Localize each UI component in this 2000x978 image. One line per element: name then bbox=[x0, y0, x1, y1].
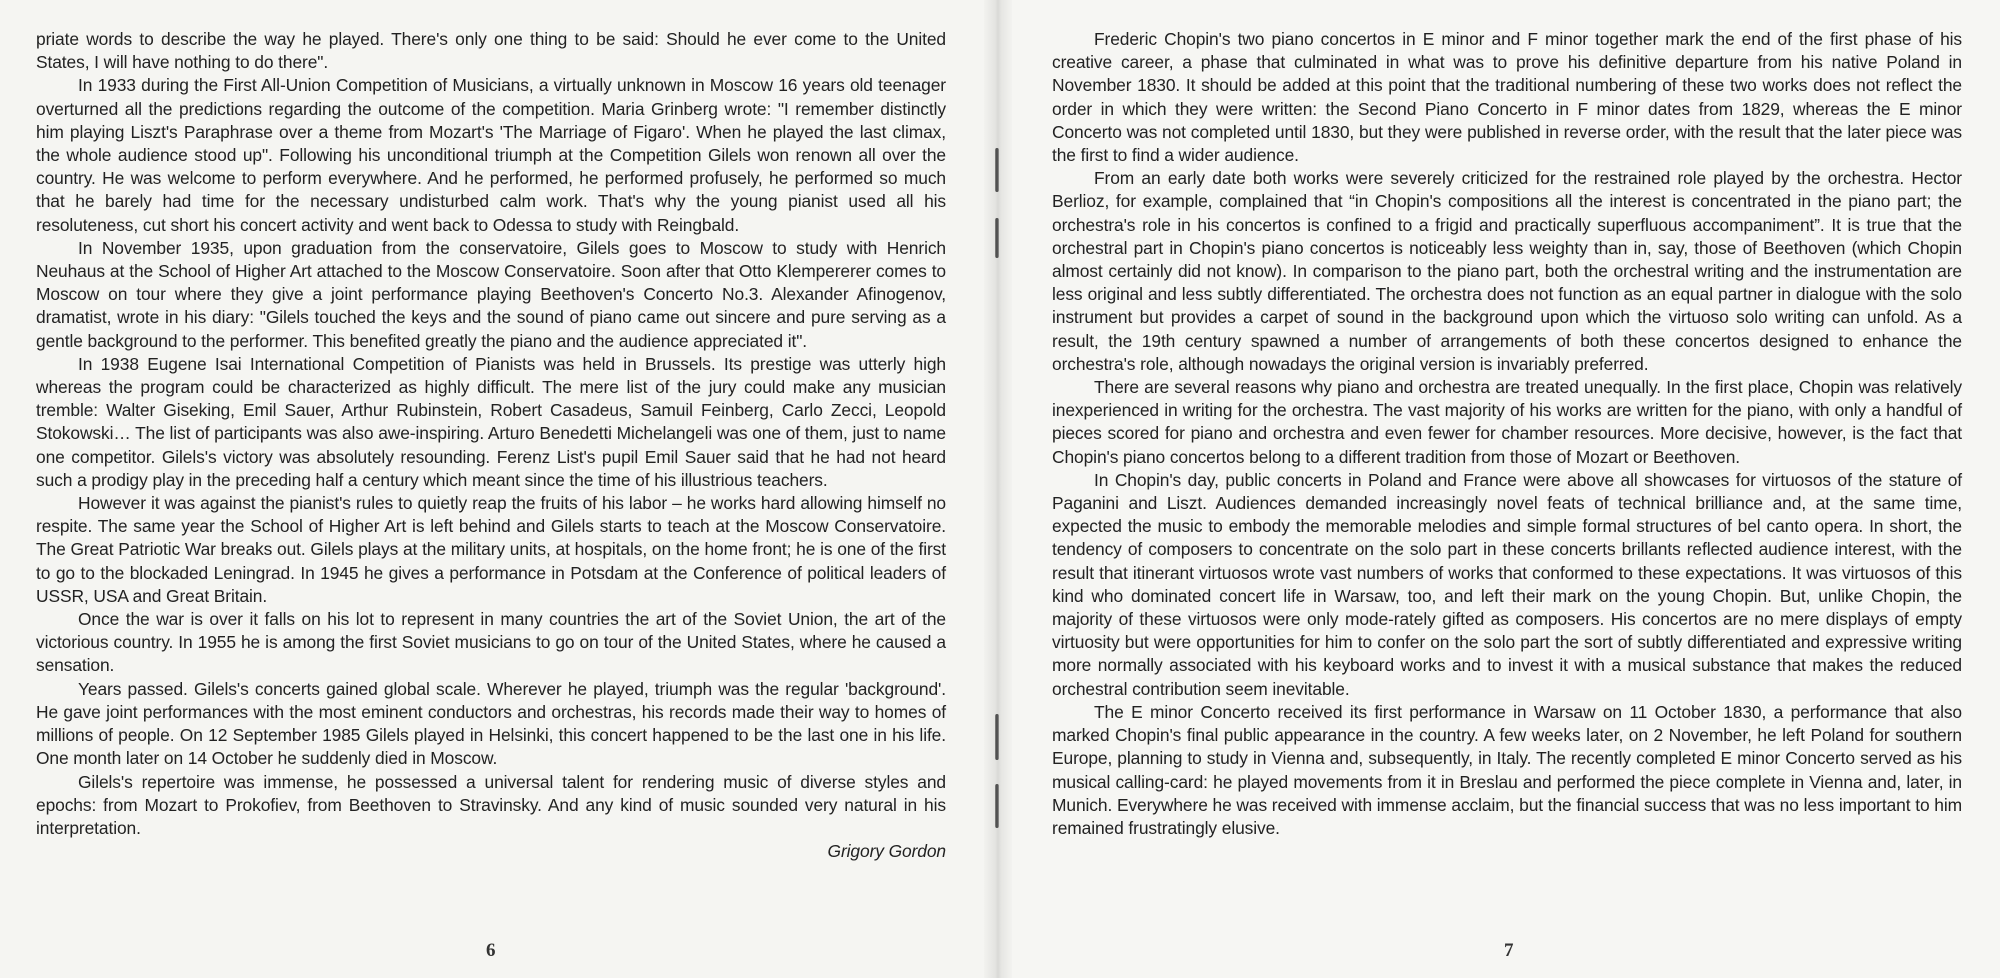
left-paragraph-4: In 1938 Eugene Isai International Competition of Pianists was held in Brussels. Its prestige was utterly high whereas the program could be characterized as highly difficult. The mere list of the jury could make any musician tremble: Walter Giseking, Emil Sauer, Arthur Rubinstein, Robert Casadeus, Samuil Feinberg, Carlo Zecci, Leopold Stokowski… The list of participants was also awe-inspiring. Arturo Benedetti Michelangeli was one of them, just to name one competitor. Gilels's victory was absolutely resounding. Ferenz List's pupil Emil Sauer said that he had not heard such a prodigy play in the preceding half a century which meant since the time of his illustrious teachers. bbox=[36, 353, 946, 490]
page-number-left: 6 bbox=[486, 940, 496, 961]
staple bbox=[995, 218, 999, 258]
left-paragraph-1: priate words to describe the way he played. There's only one thing to be said: Should he ever come to the United States, I will have nothing to do there". bbox=[36, 29, 946, 73]
right-page-text bbox=[1052, 28, 1962, 840]
left-paragraph-8: Gilels's repertoire was immense, he possessed a universal talent for rendering music of diverse styles and epochs: from Mozart to Prokofiev, from Beethoven to Stravinsky. And any kind of music sounded very natural in his interpretation. bbox=[36, 771, 946, 838]
left-page bbox=[0, 0, 994, 978]
left-paragraph-7: Years passed. Gilels's concerts gained global scale. Wherever he played, triumph was the regular 'background'. He gave joint performances with the most eminent conductors and orchestras, his records made their way to homes of millions of people. On 12 September 1985 Gilels played in Helsinki, this concert happened to be the last one in his life. One month later on 14 October he suddenly died in Moscow. bbox=[36, 678, 946, 769]
right-paragraph-4: In Chopin's day, public concerts in Poland and France were above all showcases for virtuosos of the stature of Paganini and Liszt. Audiences demanded increasingly novel feats of technical brilliance and, at the same time, expected the music to embody the memorable melodies and simple formal structures of bel canto opera. In short, the tendency of composers to concentrate on the solo part in these concerts brillants reflected audience interest, with the result that itinerant virtuosos wrote vast numbers of works that conformed to these expectations. It was virtuosos of this kind who dominated concert life in Warsaw, too, and left their mark on the young Chopin. But, unlike Chopin, the majority of these virtuosos were only mode-rately gifted as composers. His concertos are no mere displays of empty virtuosity but were opportunities for him to confer on the solo part the sort of subtly differentiated and expressive writing more normally associated with his keyboard works and to invest it with a musical substance that makes the reduced orchestral contribution seem inevitable. bbox=[1052, 469, 1962, 699]
spine-gutter bbox=[984, 0, 1012, 978]
left-paragraph-2: In 1933 during the First All-Union Competition of Musicians, a virtually unknown in Moscow 16 years old teenager overturned all the predictions regarding the outcome of the competition. Maria Grinberg wrote: "I remember distinctly him playing Liszt's Paraphrase over a theme from Mozart's 'The Marriage of Figaro'. When he played the last climax, the whole audience stood up". Following his unconditional triumph at the Competition Gilels won renown all over the country. He was welcome to perform everywhere. And he performed, he performed profusely, he performed so much that he barely had time for the necessary undisturbed calm work. That's why the young pianist used all his resoluteness, cut short his concert activity and went back to Odessa to study with Reingbald. bbox=[36, 75, 946, 235]
staple bbox=[995, 148, 999, 192]
left-paragraph-5: However it was against the pianist's rules to quietly reap the fruits of his labor – he works hard allowing himself no respite. The same year the School of Higher Art is left behind and Gilels starts to teach at the Moscow Conservatoire. The Great Patriotic War breaks out. Gilels plays at the military units, at hospitals, on the home front; he is one of the first to go to the blockaded Leningrad. In 1945 he gives a performance in Potsdam at the Conference of political leaders of USSR, USA and Great Britain. bbox=[36, 493, 946, 606]
right-paragraph-3: There are several reasons why piano and orchestra are treated unequally. In the first place, Chopin was relatively inexperienced in writing for the orchestra. The vast majority of his works are written for the piano, with only a handful of pieces scored for piano and orchestra and even fewer for chamber resources. More decisive, however, is the fact that Chopin's piano concertos belong to a different tradition from those of Mozart or Beethoven. bbox=[1052, 377, 1962, 467]
right-paragraph-5: The E minor Concerto received its first performance in Warsaw on 11 October 1830, a performance that also marked Chopin's final public appearance in the country. A few weeks later, on 2 November, he left Poland for southern Europe, planning to study in Vienna and, subsequently, in Italy. The recently completed E minor Concerto served as his musical calling-card: he played movements from it in Breslau and performed the piece complete in Vienna and, later, in Munich. Everywhere he was received with immense acclaim, but the financial success that was no less important to him remained frustratingly elusive. bbox=[1052, 701, 1962, 838]
right-page bbox=[994, 0, 2000, 978]
page-number-right: 7 bbox=[1504, 940, 1514, 961]
left-paragraph-3: In November 1935, upon graduation from the conservatoire, Gilels goes to Moscow to study with Henrich Neuhaus at the School of Higher Art attached to the Moscow Conservatoire. Soon after that Otto Klempererer comes to Moscow on tour where they give a joint performance playing Beethoven's Concerto No.3. Alexander Afinogenov, dramatist, wrote in his diary: "Gilels touched the keys and the sound of piano came out sincere and pure serving as a gentle background to the performer. This benefited greatly the piano and the audience appreciated it". bbox=[36, 237, 946, 351]
staple bbox=[995, 784, 999, 828]
left-page-text bbox=[36, 28, 946, 863]
staple bbox=[995, 714, 999, 760]
right-paragraph-2: From an early date both works were severely criticized for the restrained role played by the orchestra. Hector Berlioz, for example, complained that “in Chopin's compositions all the interest is concentrated in the piano part; the orchestra's role in his concertos is confined to a frigid and practically superfluous accompaniment”. It is true that the orchestral part in Chopin's piano concertos is noticeably less weighty than in, say, those of Beethoven (which Chopin almost certainly did not know). In comparison to the piano part, both the orchestral writing and the instrumentation are less original and less subtly differentiated. The orchestra does not function as an equal partner in dialogue with the solo instrument but provides a carpet of sound in the background upon which the virtuoso solo writing can unfold. As a result, the 19th century spawned a number of arrangements of both these concertos designed to enhance the orchestra's role, although nowadays the original version is invariably preferred. bbox=[1052, 168, 1962, 374]
left-paragraph-6: Once the war is over it falls on his lot to represent in many countries the art of the Soviet Union, the art of the victorious country. In 1955 he is among the first Soviet musicians to go on tour of the United States, where he caused a sensation. bbox=[36, 609, 946, 676]
right-paragraph-1: Frederic Chopin's two piano concertos in E minor and F minor together mark the end of the first phase of his creative career, a phase that culminated in what was to prove his definitive departure from his native Poland in November 1830. It should be added at this point that the traditional numbering of these two works does not reflect the order in which they were written: the Second Piano Concerto in F minor dates from 1829, whereas the E minor Concerto was not completed until 1830, but they were published in reverse order, with the result that the later piece was the first to find a wider audience. bbox=[1052, 29, 1962, 166]
author-signature: Grigory Gordon bbox=[827, 841, 946, 862]
